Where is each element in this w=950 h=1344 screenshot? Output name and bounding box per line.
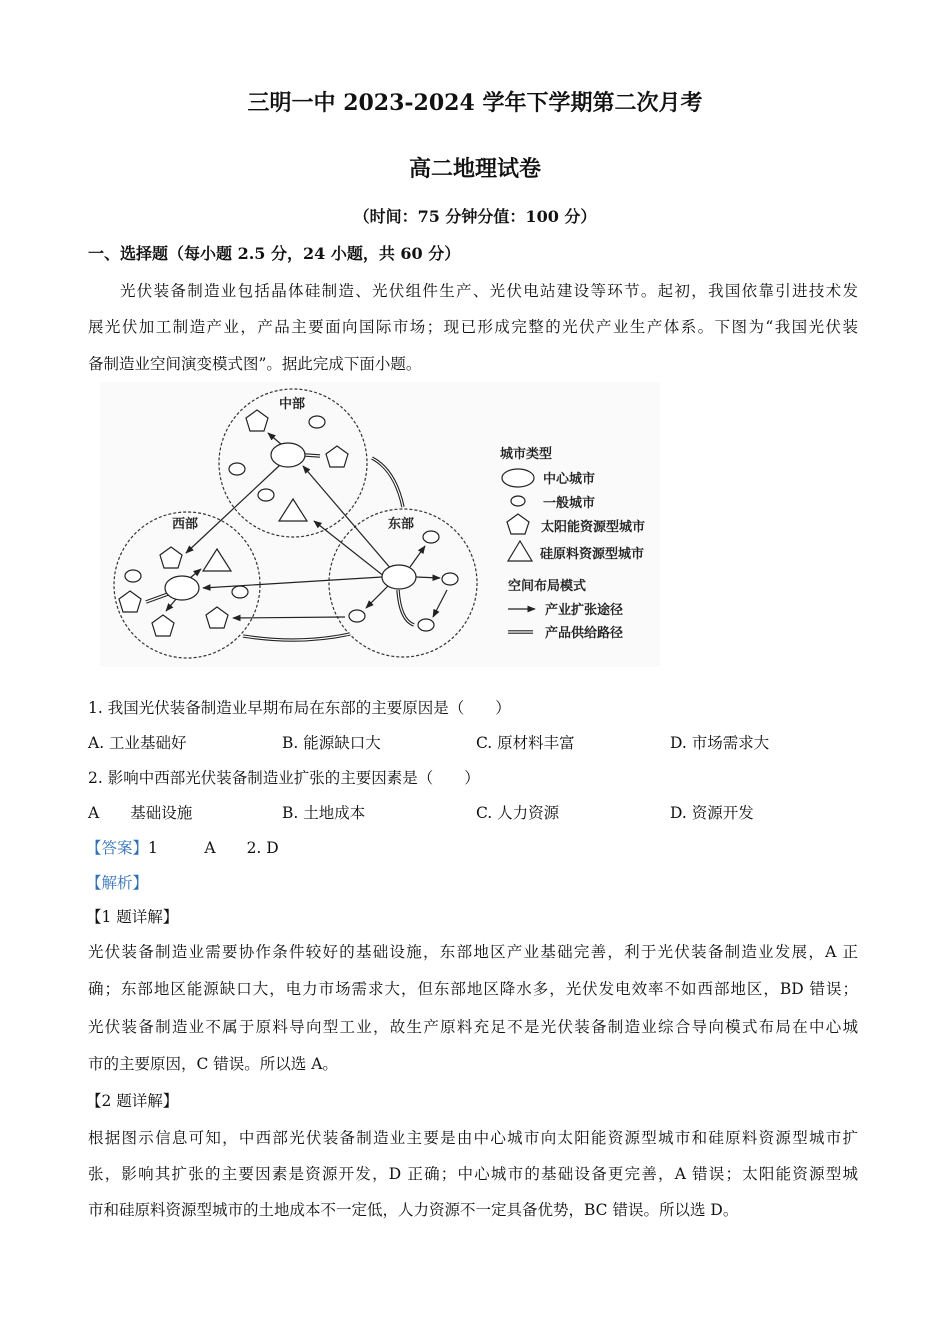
option-c: C. 原材料丰富	[476, 734, 575, 752]
option-a: A 基础设施	[88, 804, 193, 822]
analysis-label: 【解析】	[86, 874, 149, 892]
option-c: C. 人力资源	[476, 804, 560, 822]
answer-value: 1 A 2. D	[148, 839, 279, 857]
center-city-east	[382, 565, 416, 589]
question-stem: 2. 影响中西部光伏装备制造业扩张的主要因素是（ ）	[88, 769, 480, 787]
legend-supply-path: 产品供给路径	[545, 626, 624, 641]
legend-solar-city: 太阳能资源型城市	[541, 520, 646, 535]
legend-title-layout: 空间布局模式	[508, 579, 587, 594]
general-city-icon	[511, 496, 525, 506]
legend-expansion-path: 产业扩张途径	[545, 603, 624, 618]
option-d: D. 市场需求大	[670, 734, 770, 752]
q1-analysis-line: 光伏装备制造业需要协作条件较好的基础设施，东部地区产业基础完善，利于光伏装备制造业发展，A 正	[88, 943, 858, 961]
legend-general-city: 一般城市	[543, 496, 596, 511]
time-info: （时间：75 分钟分值：100 分）	[353, 207, 597, 226]
question-stem: 1. 我国光伏装备制造业早期布局在东部的主要原因是（ ）	[88, 699, 511, 717]
option-b: B. 能源缺口大	[282, 734, 381, 752]
answer-label: 【答案】	[86, 839, 149, 857]
legend-silicon-city: 硅原料资源型城市	[540, 547, 645, 562]
option-d: D. 资源开发	[670, 804, 754, 822]
q2-analysis-line: 市和硅原料资源型城市的土地成本不一定低，人力资源不一定具备优势，BC 错误。所以选 D。	[88, 1201, 739, 1219]
passage-line: 光伏装备制造业包括晶体硅制造、光伏组件生产、光伏电站建设等环节。起初，我国依靠引进技术发	[120, 282, 858, 300]
region-west-label: 西部	[172, 517, 199, 532]
passage-line: 展光伏加工制造产业，产品主要面向国际市场；现已形成完整的光伏产业生产体系。下图为“我国光伏装	[88, 318, 858, 336]
q2-analysis-line: 张，影响其扩张的主要因素是资源开发，D 正确；中心城市的基础设备更完善，A 错误；太阳能资源型城	[88, 1165, 858, 1183]
exam-subtitle: 高二地理试卷	[408, 156, 541, 182]
q1-analysis-line: 市的主要原因，C 错误。所以选 A。	[88, 1055, 338, 1073]
q2-analysis-line: 根据图示信息可知，中西部光伏装备制造业主要是由中心城市向太阳能资源型城市和硅原料资源型城市扩	[88, 1129, 858, 1147]
q1-analysis-line: 确；东部地区能源缺口大，电力市场需求大，但东部地区降水多，光伏发电效率不如西部地区，BD 错误；	[88, 980, 858, 998]
option-a: A. 工业基础好	[88, 734, 187, 752]
region-east-label: 东部	[388, 517, 415, 532]
legend-center-city: 中心城市	[543, 472, 596, 487]
section-heading: 一、选择题（每小题 2.5 分，24 小题，共 60 分）	[88, 244, 461, 263]
q2-analysis-heading: 【2 题详解】	[86, 1092, 179, 1110]
option-b: B. 土地成本	[282, 804, 366, 822]
exam-title: 三明一中 2023-2024 学年下学期第二次月考	[247, 90, 703, 116]
center-city-icon	[502, 469, 534, 487]
q1-analysis-line: 光伏装备制造业不属于原料导向型工业，故生产原料充足不是光伏装备制造业综合导向模式布局在中心城	[88, 1018, 858, 1036]
center-city-central	[271, 443, 305, 467]
answer-line	[86, 836, 279, 858]
legend-title-city-types: 城市类型	[500, 447, 553, 462]
region-central-label: 中部	[279, 397, 306, 412]
center-city-west	[165, 576, 199, 600]
passage-line: 备制造业空间演变模式图”。据此完成下面小题。	[88, 355, 422, 373]
q1-analysis-heading: 【1 题详解】	[86, 908, 179, 926]
